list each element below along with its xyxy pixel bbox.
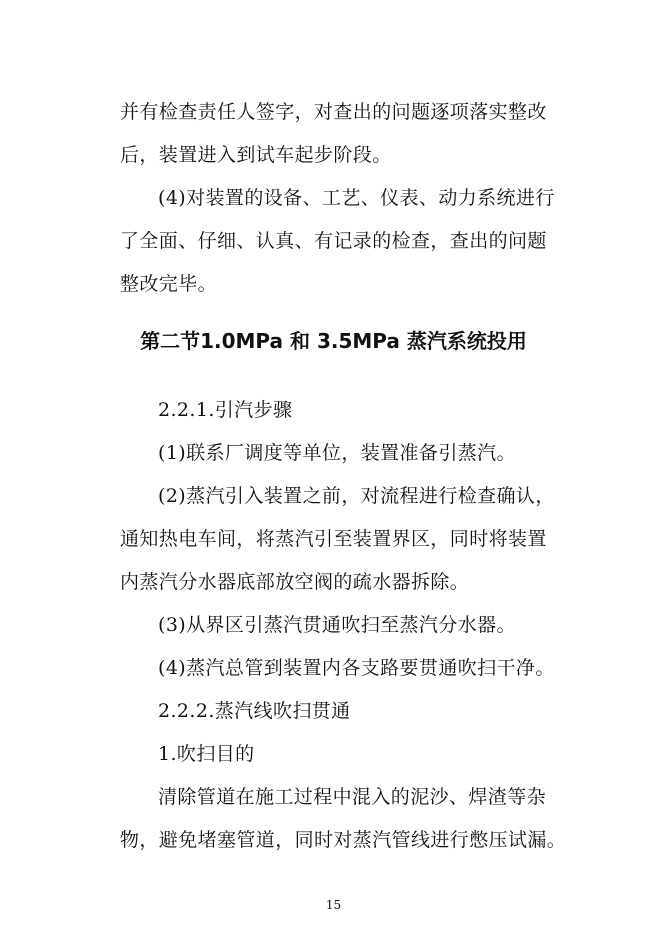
step-1-line: (1)联系厂调度等单位，装置准备引蒸汽。 — [158, 442, 516, 464]
section-heading: 第二节1.0MPa 和 3.5MPa 蒸汽系统投用 — [140, 329, 527, 353]
paragraph-line: 并有检查责任人签字，对查出的问题逐项落实整改 — [120, 101, 547, 123]
item-4-line: 了全面、仔细、认真、有记录的检查，查出的问题 — [120, 230, 547, 252]
item-1-line: 物，避免堵塞管道，同时对蒸汽管线进行憋压试漏。 — [120, 829, 567, 851]
step-2-line: 通知热电车间，将蒸汽引至装置界区，同时将装置 — [120, 528, 547, 550]
item-4-line: (4)对装置的设备、工艺、仪表、动力系统进行 — [158, 187, 555, 209]
step-3-line: (3)从界区引蒸汽贯通吹扫至蒸汽分水器。 — [158, 614, 516, 636]
item-1-title: 1.吹扫目的 — [158, 743, 255, 765]
step-2-line: 内蒸汽分水器底部放空阀的疏水器拆除。 — [120, 571, 470, 593]
step-2-line: (2)蒸汽引入装置之前，对流程进行检查确认， — [158, 485, 555, 507]
item-1-line: 清除管道在施工过程中混入的泥沙、焊渣等杂 — [158, 786, 547, 808]
subsection-title: 2.2.2.蒸汽线吹扫贯通 — [158, 700, 351, 722]
page-number: 15 — [325, 898, 342, 912]
subsection-title: 2.2.1.引汽步骤 — [158, 399, 293, 421]
item-4-line: 整改完毕。 — [120, 273, 218, 295]
step-4-line: (4)蒸汽总管到装置内各支路要贯通吹扫干净。 — [158, 657, 555, 679]
paragraph-line: 后，装置进入到试车起步阶段。 — [120, 144, 392, 166]
